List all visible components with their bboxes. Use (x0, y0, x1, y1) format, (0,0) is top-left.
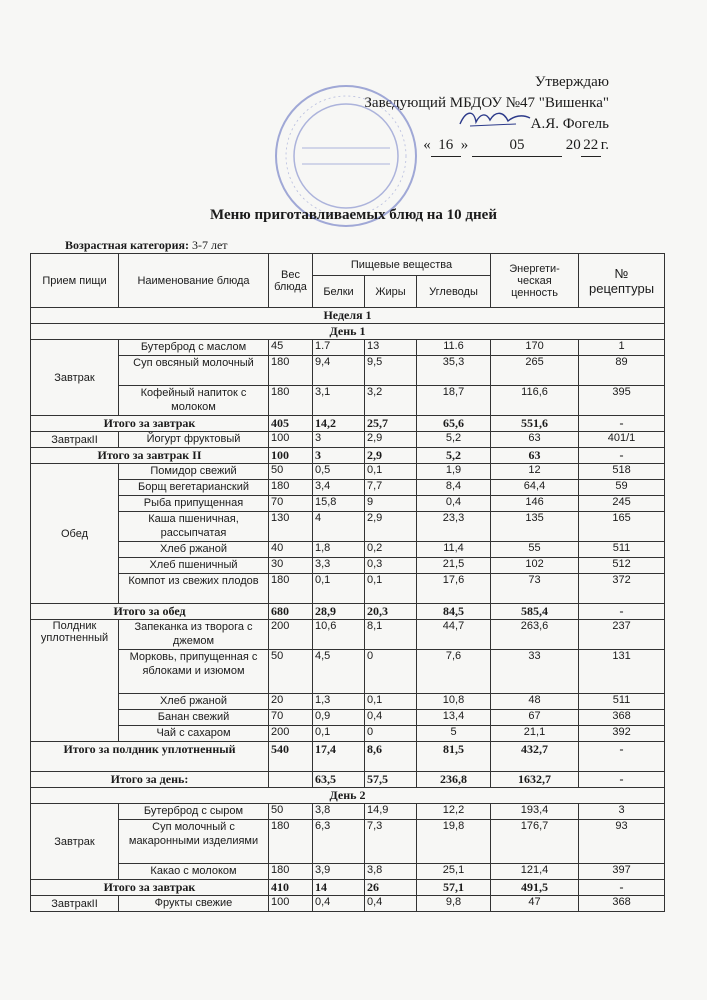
total-label: Итого за обед (31, 604, 269, 620)
table-row (31, 694, 665, 710)
header-protein: Белки (313, 276, 365, 308)
total-fat: 57,5 (365, 772, 417, 788)
recipe-cell: 368 (579, 710, 665, 726)
approval-line-2: Заведующий МБДОУ №47 "Вишенка" (364, 95, 609, 111)
table-row (31, 804, 665, 820)
energy-cell: 116,6 (491, 386, 579, 416)
dish-name: Хлеб ржаной (119, 694, 269, 710)
total-weight: 540 (269, 742, 313, 772)
date-day: 16 (431, 135, 461, 157)
recipe-cell: 395 (579, 386, 665, 416)
weight-cell: 50 (269, 464, 313, 480)
weight-cell: 180 (269, 864, 313, 880)
carbs-cell: 8,4 (417, 480, 491, 496)
total-label: Итого за полдник уплотненный (31, 742, 269, 772)
weight-cell: 100 (269, 896, 313, 912)
protein-cell: 4,5 (313, 650, 365, 694)
carbs-cell: 19,8 (417, 820, 491, 864)
recipe-cell: 511 (579, 542, 665, 558)
weight-cell: 100 (269, 432, 313, 448)
carbs-cell: 23,3 (417, 512, 491, 542)
header-energy: Энергети-ческая ценность (491, 254, 579, 308)
dish-name: Кофейный напиток с молоком (119, 386, 269, 416)
recipe-cell: 392 (579, 726, 665, 742)
recipe-cell: 518 (579, 464, 665, 480)
fat-cell: 2,9 (365, 432, 417, 448)
fat-cell: 7,7 (365, 480, 417, 496)
total-weight (269, 772, 313, 788)
signature (456, 106, 534, 132)
total-carbs: 57,1 (417, 880, 491, 896)
fat-cell: 3,8 (365, 864, 417, 880)
dish-name: Йогурт фруктовый (119, 432, 269, 448)
date-month: 05 (472, 135, 562, 157)
day1-breakfast2-total (31, 448, 665, 464)
fat-cell: 0 (365, 650, 417, 694)
energy-cell: 55 (491, 542, 579, 558)
weight-cell: 70 (269, 710, 313, 726)
dish-name: Хлеб ржаной (119, 542, 269, 558)
weight-cell: 180 (269, 480, 313, 496)
recipe-cell: 512 (579, 558, 665, 574)
fat-cell: 0,1 (365, 694, 417, 710)
total-weight: 100 (269, 448, 313, 464)
energy-cell: 193,4 (491, 804, 579, 820)
protein-cell: 0,9 (313, 710, 365, 726)
header-weight: Вес блюда (269, 254, 313, 308)
total-carbs: 236,8 (417, 772, 491, 788)
fat-cell: 8,1 (365, 620, 417, 650)
carbs-cell: 5 (417, 726, 491, 742)
day1-total (31, 772, 665, 788)
menu-table (30, 253, 665, 912)
carbs-cell: 5,2 (417, 432, 491, 448)
weight-cell: 180 (269, 820, 313, 864)
total-energy: 63 (491, 448, 579, 464)
fat-cell: 7,3 (365, 820, 417, 864)
weight-cell: 180 (269, 574, 313, 604)
total-recipe: - (579, 416, 665, 432)
day1-breakfast-meal: Завтрак (31, 340, 119, 416)
total-protein: 3 (313, 448, 365, 464)
approval-line-3: А.Я. Фогель (530, 116, 609, 132)
table-row (31, 650, 665, 694)
age-label: Возрастная категория: (65, 238, 189, 252)
header-carbs: Углеводы (417, 276, 491, 308)
total-carbs: 65,6 (417, 416, 491, 432)
day2-breakfast-meal: Завтрак (31, 804, 119, 880)
page-title: Меню приготавливаемых блюд на 10 дней (210, 207, 497, 223)
recipe-cell: 89 (579, 356, 665, 386)
table-row (31, 542, 665, 558)
dish-name: Чай с сахаром (119, 726, 269, 742)
table-row (31, 820, 665, 864)
day2-breakfast2-meal: ЗавтракII (31, 896, 119, 912)
total-fat: 26 (365, 880, 417, 896)
recipe-cell: 397 (579, 864, 665, 880)
weight-cell: 180 (269, 386, 313, 416)
fat-cell: 9,5 (365, 356, 417, 386)
recipe-cell: 93 (579, 820, 665, 864)
energy-cell: 33 (491, 650, 579, 694)
table-row (31, 480, 665, 496)
carbs-cell: 7,6 (417, 650, 491, 694)
day1-breakfast-total (31, 416, 665, 432)
dish-name: Компот из свежих плодов (119, 574, 269, 604)
recipe-cell: 1 (579, 340, 665, 356)
recipe-cell: 368 (579, 896, 665, 912)
protein-cell: 15,8 (313, 496, 365, 512)
dish-name: Суп овсяный молочный (119, 356, 269, 386)
fat-cell: 2,9 (365, 512, 417, 542)
fat-cell: 9 (365, 496, 417, 512)
day-2 (31, 788, 665, 804)
carbs-cell: 1,9 (417, 464, 491, 480)
total-label: Итого за завтрак (31, 416, 269, 432)
energy-cell: 21,1 (491, 726, 579, 742)
energy-cell: 146 (491, 496, 579, 512)
dish-name: Помидор свежий (119, 464, 269, 480)
protein-cell: 0,5 (313, 464, 365, 480)
date-quote-open: « (423, 137, 431, 153)
carbs-cell: 35,3 (417, 356, 491, 386)
day1-lunch-meal: Обед (31, 464, 119, 604)
table-row (31, 386, 665, 416)
header-recipe: № рецептуры (579, 254, 665, 308)
energy-cell: 135 (491, 512, 579, 542)
carbs-cell: 18,7 (417, 386, 491, 416)
energy-cell: 265 (491, 356, 579, 386)
carbs-cell: 0,4 (417, 496, 491, 512)
fat-cell: 0,1 (365, 464, 417, 480)
total-carbs: 5,2 (417, 448, 491, 464)
dish-name: Хлеб пшеничный (119, 558, 269, 574)
dish-name: Борщ вегетарианский (119, 480, 269, 496)
protein-cell: 3,4 (313, 480, 365, 496)
protein-cell: 3,9 (313, 864, 365, 880)
day-2-label: День 2 (31, 788, 665, 804)
date-suffix: г. (600, 137, 609, 153)
weight-cell: 20 (269, 694, 313, 710)
total-weight: 410 (269, 880, 313, 896)
protein-cell: 3,3 (313, 558, 365, 574)
table-row (31, 620, 665, 650)
protein-cell: 1.7 (313, 340, 365, 356)
weight-cell: 200 (269, 620, 313, 650)
protein-cell: 9,4 (313, 356, 365, 386)
total-label: Итого за день: (31, 772, 269, 788)
carbs-cell: 25,1 (417, 864, 491, 880)
fat-cell: 0,4 (365, 710, 417, 726)
recipe-cell: 165 (579, 512, 665, 542)
day2-breakfast-total (31, 880, 665, 896)
header-fat: Жиры (365, 276, 417, 308)
carbs-cell: 11.6 (417, 340, 491, 356)
table-row (31, 710, 665, 726)
table-row (31, 574, 665, 604)
total-energy: 551,6 (491, 416, 579, 432)
recipe-cell: 245 (579, 496, 665, 512)
total-energy: 491,5 (491, 880, 579, 896)
header-meal: Прием пищи (31, 254, 119, 308)
total-energy: 585,4 (491, 604, 579, 620)
table-row (31, 896, 665, 912)
total-weight: 680 (269, 604, 313, 620)
protein-cell: 1,3 (313, 694, 365, 710)
age-category (65, 238, 228, 253)
energy-cell: 102 (491, 558, 579, 574)
protein-cell: 6,3 (313, 820, 365, 864)
week-1-label: Неделя 1 (31, 308, 665, 324)
protein-cell: 3 (313, 432, 365, 448)
energy-cell: 170 (491, 340, 579, 356)
total-protein: 63,5 (313, 772, 365, 788)
total-protein: 28,9 (313, 604, 365, 620)
header-nutrients: Пищевые вещества (313, 254, 491, 276)
total-fat: 25,7 (365, 416, 417, 432)
protein-cell: 10,6 (313, 620, 365, 650)
header-dish: Наименование блюда (119, 254, 269, 308)
dish-name: Бутерброд с сыром (119, 804, 269, 820)
dish-name: Запеканка из творога с джемом (119, 620, 269, 650)
carbs-cell: 21,5 (417, 558, 491, 574)
recipe-cell: 401/1 (579, 432, 665, 448)
dish-name: Банан свежий (119, 710, 269, 726)
recipe-cell: 237 (579, 620, 665, 650)
fat-cell: 0,4 (365, 896, 417, 912)
total-energy: 1632,7 (491, 772, 579, 788)
carbs-cell: 12,2 (417, 804, 491, 820)
energy-cell: 12 (491, 464, 579, 480)
total-label: Итого за завтрак II (31, 448, 269, 464)
total-fat: 8,6 (365, 742, 417, 772)
day-1-label: День 1 (31, 324, 665, 340)
weight-cell: 40 (269, 542, 313, 558)
age-value: 3-7 лет (192, 238, 228, 252)
table-row (31, 726, 665, 742)
total-energy: 432,7 (491, 742, 579, 772)
date-quote-close: » (460, 137, 469, 153)
carbs-cell: 11,4 (417, 542, 491, 558)
energy-cell: 73 (491, 574, 579, 604)
weight-cell: 200 (269, 726, 313, 742)
dish-name: Морковь, припущенная с яблоками и изюмом (119, 650, 269, 694)
carbs-cell: 13,4 (417, 710, 491, 726)
energy-cell: 67 (491, 710, 579, 726)
energy-cell: 48 (491, 694, 579, 710)
table-row (31, 340, 665, 356)
energy-cell: 64,4 (491, 480, 579, 496)
weight-cell: 30 (269, 558, 313, 574)
dish-name: Рыба припущенная (119, 496, 269, 512)
fat-cell: 14,9 (365, 804, 417, 820)
total-protein: 14 (313, 880, 365, 896)
menu-table-body (31, 308, 665, 912)
fat-cell: 0,3 (365, 558, 417, 574)
protein-cell: 1,8 (313, 542, 365, 558)
day1-snack-total (31, 742, 665, 772)
recipe-cell: 511 (579, 694, 665, 710)
protein-cell: 0,1 (313, 574, 365, 604)
energy-cell: 176,7 (491, 820, 579, 864)
table-row (31, 464, 665, 480)
recipe-cell: 131 (579, 650, 665, 694)
total-fat: 2,9 (365, 448, 417, 464)
weight-cell: 70 (269, 496, 313, 512)
dish-name: Фрукты свежие (119, 896, 269, 912)
protein-cell: 3,1 (313, 386, 365, 416)
weight-cell: 180 (269, 356, 313, 386)
recipe-cell: 372 (579, 574, 665, 604)
total-protein: 17,4 (313, 742, 365, 772)
dish-name: Бутерброд с маслом (119, 340, 269, 356)
fat-cell: 0,2 (365, 542, 417, 558)
total-label: Итого за завтрак (31, 880, 269, 896)
total-weight: 405 (269, 416, 313, 432)
week-1 (31, 308, 665, 324)
weight-cell: 45 (269, 340, 313, 356)
table-row (31, 496, 665, 512)
total-recipe: - (579, 880, 665, 896)
total-protein: 14,2 (313, 416, 365, 432)
energy-cell: 263,6 (491, 620, 579, 650)
fat-cell: 13 (365, 340, 417, 356)
protein-cell: 0,4 (313, 896, 365, 912)
table-row (31, 558, 665, 574)
carbs-cell: 9,8 (417, 896, 491, 912)
total-recipe: - (579, 772, 665, 788)
day1-breakfast2-meal: ЗавтракII (31, 432, 119, 448)
table-row (31, 512, 665, 542)
energy-cell: 47 (491, 896, 579, 912)
energy-cell: 121,4 (491, 864, 579, 880)
approval-line-1: Утверждаю (534, 74, 609, 90)
date-year: 22 (581, 135, 601, 157)
date-year-prefix: 20 (565, 137, 581, 153)
weight-cell: 50 (269, 804, 313, 820)
total-fat: 20,3 (365, 604, 417, 620)
fat-cell: 0 (365, 726, 417, 742)
protein-cell: 3,8 (313, 804, 365, 820)
total-carbs: 81,5 (417, 742, 491, 772)
total-recipe: - (579, 742, 665, 772)
carbs-cell: 17,6 (417, 574, 491, 604)
weight-cell: 50 (269, 650, 313, 694)
table-row (31, 432, 665, 448)
dish-name: Какао с молоком (119, 864, 269, 880)
protein-cell: 0,1 (313, 726, 365, 742)
recipe-cell: 59 (579, 480, 665, 496)
recipe-cell: 3 (579, 804, 665, 820)
carbs-cell: 10,8 (417, 694, 491, 710)
day1-lunch-total (31, 604, 665, 620)
fat-cell: 0,1 (365, 574, 417, 604)
total-recipe: - (579, 448, 665, 464)
protein-cell: 4 (313, 512, 365, 542)
dish-name: Суп молочный с макаронными изделиями (119, 820, 269, 864)
carbs-cell: 44,7 (417, 620, 491, 650)
weight-cell: 130 (269, 512, 313, 542)
total-recipe: - (579, 604, 665, 620)
table-row (31, 356, 665, 386)
total-carbs: 84,5 (417, 604, 491, 620)
dish-name: Каша пшеничная, рассыпчатая (119, 512, 269, 542)
energy-cell: 63 (491, 432, 579, 448)
day-1 (31, 324, 665, 340)
fat-cell: 3,2 (365, 386, 417, 416)
day1-snack-meal: Полдник уплотненный (31, 620, 119, 742)
table-row (31, 864, 665, 880)
